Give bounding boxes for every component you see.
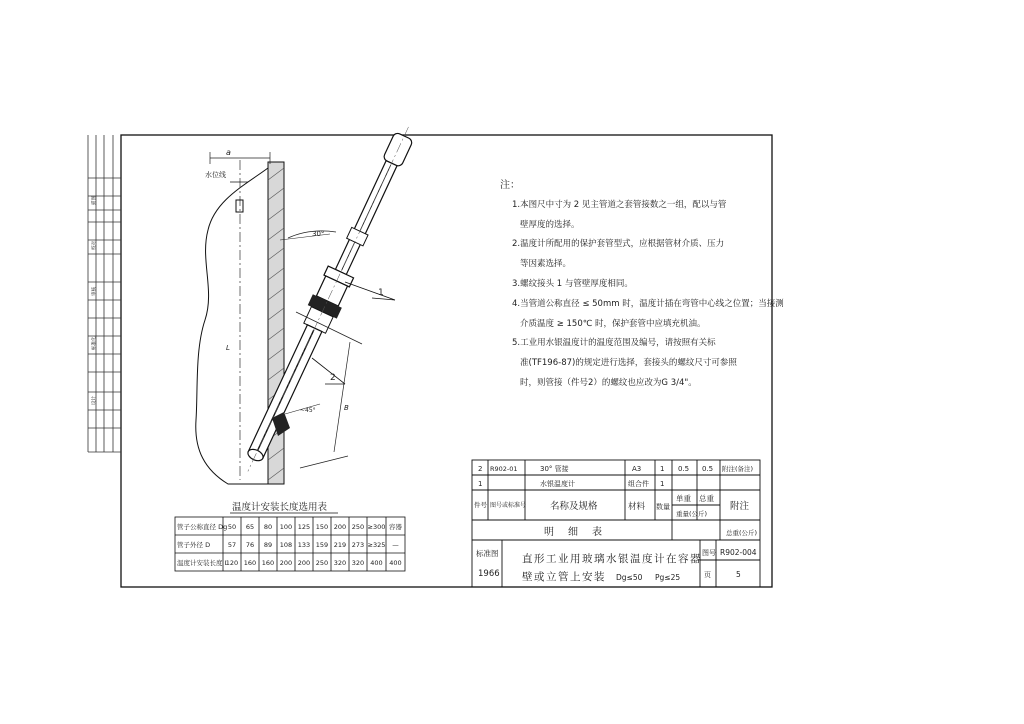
install-cell: 120: [225, 559, 239, 567]
parts-row-qty: 1: [660, 480, 665, 488]
note-line: 介质温度 ≥ 150℃ 时，保护套管中应填充机油。: [520, 318, 706, 329]
dim-l-label: L: [226, 344, 230, 352]
lower-angle-label: ~45°: [300, 407, 316, 414]
note-line: 5.工业用水银温度计的温度范围及编号，请按照有关标: [512, 338, 716, 349]
install-cell: 159: [315, 541, 329, 549]
title-line-1: 直形工业用玻璃水银温度计在容器: [522, 553, 702, 565]
install-cell: 400: [389, 559, 402, 567]
margin-label: 设计: [92, 396, 97, 405]
install-cell: 160: [243, 559, 257, 567]
parts-row-code: R902-01: [490, 465, 518, 473]
parts-row-material: A3: [632, 465, 642, 473]
note-line: 壁厚度的选择。: [520, 219, 580, 230]
note-line: 3.螺纹接头 1 与管壁厚度相同。: [512, 278, 633, 289]
parts-row-name: 30° 管接: [540, 465, 569, 473]
install-cell: 320: [333, 559, 347, 567]
install-cell: 200: [297, 559, 311, 567]
install-cell: 250: [351, 523, 365, 531]
margin-label: 标准化: [92, 336, 97, 350]
parts-header-no: 件号: [474, 501, 487, 509]
title-line-2: 壁或立管上安装: [522, 571, 606, 583]
parts-header-name: 名称及规格: [550, 501, 598, 512]
page-label: 页: [704, 571, 711, 579]
title-spec-1: Dg≤50: [616, 573, 643, 582]
parts-header-weight-unit: 重量(公斤): [676, 510, 708, 518]
parts-row-total-weight: 0.5: [702, 465, 714, 473]
parts-header-material: 材料: [628, 502, 646, 512]
part-2-label: 2: [330, 373, 336, 383]
install-cell: 125: [297, 523, 311, 531]
note-line: 4.当管道公称直径 ≤ 50mm 时，温度计插在弯管中心线之位置；当接测: [512, 298, 784, 309]
note-line: 1.本图尺中寸为 2 见主管道之套管接数之一组，配以与管: [512, 199, 727, 210]
install-cell: 57: [227, 541, 237, 549]
margin-label: 审核: [92, 287, 97, 296]
install-cell: 250: [315, 559, 329, 567]
drawing-no-label: 图号: [702, 549, 716, 557]
parts-row-name: 水银温度计: [540, 480, 575, 488]
install-cell: 200: [333, 523, 347, 531]
level-marker-icon: [236, 200, 243, 212]
note-line: 时，则管接（件号2）的螺纹也应改为G 3/4"。: [520, 377, 697, 388]
install-cell: 400: [370, 559, 383, 567]
install-cell: 160: [261, 559, 275, 567]
install-cell: 133: [297, 541, 311, 549]
margin-label: 描图: [92, 196, 97, 205]
parts-header-code: 图号或标准号: [490, 502, 527, 509]
install-cell: ≥325: [367, 541, 386, 549]
parts-corner: 附注(备注): [722, 465, 754, 473]
notes-heading: 注：: [500, 180, 520, 191]
parts-header-qty: 数量: [656, 503, 670, 511]
margin-label: 校对: [92, 241, 97, 250]
weight-note: 总重(公斤): [726, 529, 758, 537]
install-cell: 容器: [389, 523, 402, 531]
water-level-label: 水位线: [205, 171, 226, 179]
parts-header-weight: 单重: [676, 494, 691, 503]
install-cell: 100: [279, 523, 293, 531]
install-cell: 219: [333, 541, 347, 549]
note-line: 2.温度计所配用的保护套管型式，应根据管材介质、压力: [512, 239, 725, 250]
install-cell: 65: [245, 523, 255, 531]
part-1-label: 1: [378, 288, 384, 298]
install-cell: 200: [279, 559, 293, 567]
install-cell: ≥300: [367, 523, 386, 531]
dim-a-label: a: [226, 148, 231, 157]
install-cell: 80: [263, 523, 273, 531]
parts-header-weight-total: 总重: [699, 494, 714, 503]
std-label: 标准图: [476, 549, 499, 558]
install-cell: 273: [351, 541, 365, 549]
install-cell: 108: [279, 541, 293, 549]
install-cell: 89: [263, 541, 273, 549]
parts-list-title: 明细表: [544, 527, 616, 538]
part-1-leader: [345, 282, 395, 300]
part-2-leader: [312, 358, 345, 384]
install-cell: 150: [315, 523, 329, 531]
install-cell: 50: [227, 523, 237, 531]
install-cell: 320: [351, 559, 365, 567]
dim-b-label: B: [344, 404, 349, 412]
std-year: 1966: [478, 569, 500, 579]
parts-row-qty: 1: [660, 465, 665, 473]
install-row-label: 管子外径 D: [177, 541, 211, 549]
parts-row-no: 2: [478, 465, 483, 473]
parts-row-no: 1: [478, 480, 483, 488]
parts-header-remark: 附注: [730, 501, 750, 512]
install-row-label: 温度计安装长度 L: [177, 559, 229, 567]
install-cell: —: [392, 541, 399, 549]
drawing-no: R902-004: [720, 548, 757, 557]
notes-block: [500, 176, 784, 394]
install-row-label: 管子公称直径 Dg: [177, 523, 228, 531]
install-cell: 76: [245, 541, 255, 549]
angle-label: 30°: [312, 230, 325, 238]
note-line: 等因素选择。: [520, 259, 572, 270]
parts-row-material: 组合件: [628, 480, 649, 488]
thermometer: [233, 120, 423, 478]
parts-row-unit-weight: 0.5: [678, 465, 690, 473]
install-table-title: 温度计安装长度选用表: [232, 502, 328, 513]
parts-list-grid: [472, 460, 760, 587]
title-spec-2: Pg≤25: [655, 573, 681, 582]
note-line: 准(TF196-87)的规定进行选择，套接头的螺纹尺寸可参照: [520, 358, 737, 369]
page-no: 5: [736, 570, 741, 579]
